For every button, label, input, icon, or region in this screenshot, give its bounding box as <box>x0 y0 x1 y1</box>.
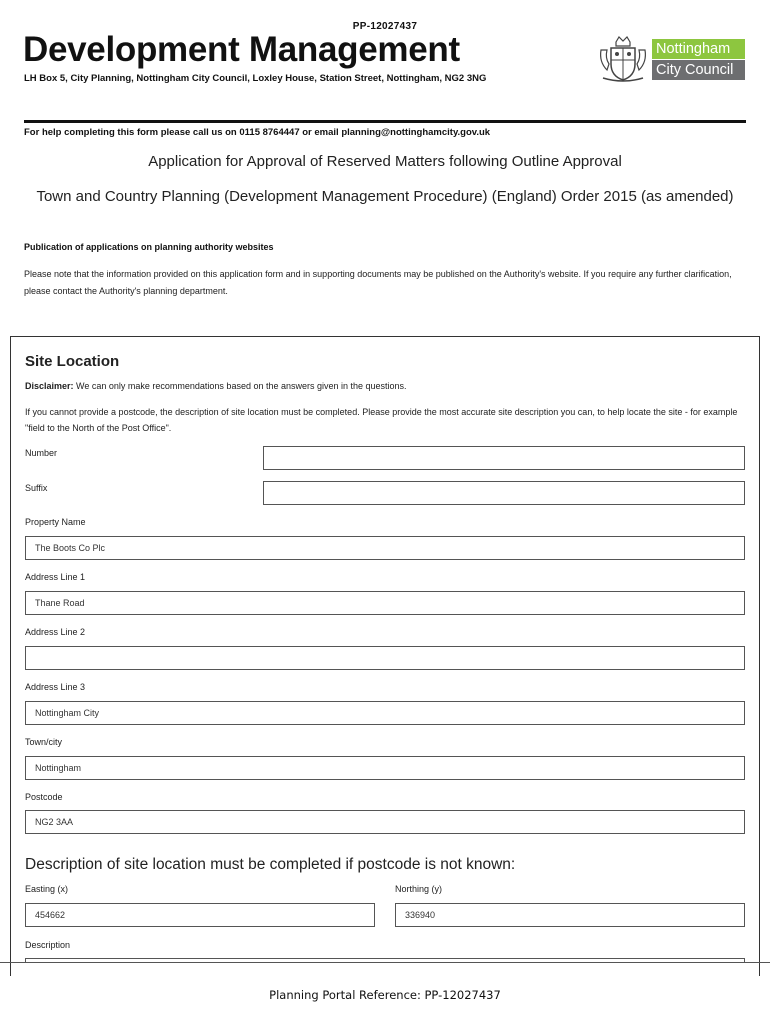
property-name-label: Property Name <box>25 517 86 527</box>
easting-field[interactable]: 454662 <box>25 903 375 927</box>
disclaimer-text: We can only make recommendations based on the answers given in the questions. <box>73 381 407 391</box>
number-label: Number <box>25 448 58 458</box>
address-line2-field[interactable] <box>25 646 745 670</box>
form-subtitle: Town and Country Planning (Development Management Procedure) (England) Order 2015 (as amended) <box>36 188 734 205</box>
number-field[interactable] <box>263 446 745 470</box>
address-line3-field[interactable]: Nottingham City <box>25 701 745 725</box>
form-title: Application for Approval of Reserved Matters following Outline Approval <box>148 153 622 170</box>
reference-top: PP-12027437 <box>352 21 418 32</box>
logo-line-city-council: City Council <box>652 60 745 80</box>
easting-label: Easting (x) <box>25 884 69 894</box>
logo-line-nottingham: Nottingham <box>652 39 745 59</box>
town-city-label: Town/city <box>25 737 63 747</box>
help-contact-text: For help completing this form please call us on 0115 8764447 or email planning@nottinghamcity.gov.uk <box>24 127 491 138</box>
address-line1-field[interactable]: Thane Road <box>25 591 745 615</box>
planning-portal-reference: Planning Portal Reference: PP-12027437 <box>269 988 501 1002</box>
description-label: Description <box>25 940 71 950</box>
postcode-label: Postcode <box>25 792 63 802</box>
page-break-divider <box>0 962 770 963</box>
northing-field[interactable]: 336940 <box>395 903 745 927</box>
disclaimer <box>25 381 407 391</box>
address-line3-label: Address Line 3 <box>25 682 86 692</box>
town-city-field[interactable]: Nottingham <box>25 756 745 780</box>
address-line1-label: Address Line 1 <box>25 572 86 582</box>
site-location-intro: If you cannot provide a postcode, the description of site location must be completed. Please provide the most accurate site description you can, to help locate the site - for example "field to the North of the Post Office". <box>25 407 738 433</box>
council-logo <box>597 34 747 84</box>
postcode-field[interactable]: NG2 3AA <box>25 810 745 834</box>
property-name-field[interactable]: The Boots Co Plc <box>25 536 745 560</box>
council-address: LH Box 5, City Planning, Nottingham City Council, Loxley House, Station Street, Nottingham, NG2 3NG <box>24 73 487 84</box>
publication-heading: Publication of applications on planning authority websites <box>24 242 274 252</box>
disclaimer-label: Disclaimer: <box>25 381 74 391</box>
publication-text: Please note that the information provided on this application form and in supporting documents may be published on the Authority's website. If you require any further clarification, please contact the Authority's planning department. <box>24 269 732 296</box>
suffix-field[interactable] <box>263 481 745 505</box>
address-line2-label: Address Line 2 <box>25 627 86 637</box>
northing-label: Northing (y) <box>395 884 443 894</box>
suffix-label: Suffix <box>25 483 48 493</box>
coat-of-arms-icon <box>597 34 649 84</box>
header-divider <box>24 120 746 123</box>
description-heading: Description of site location must be completed if postcode is not known: <box>25 856 516 873</box>
section-title-site-location: Site Location <box>25 353 120 370</box>
page-title: Development Management <box>23 30 460 69</box>
